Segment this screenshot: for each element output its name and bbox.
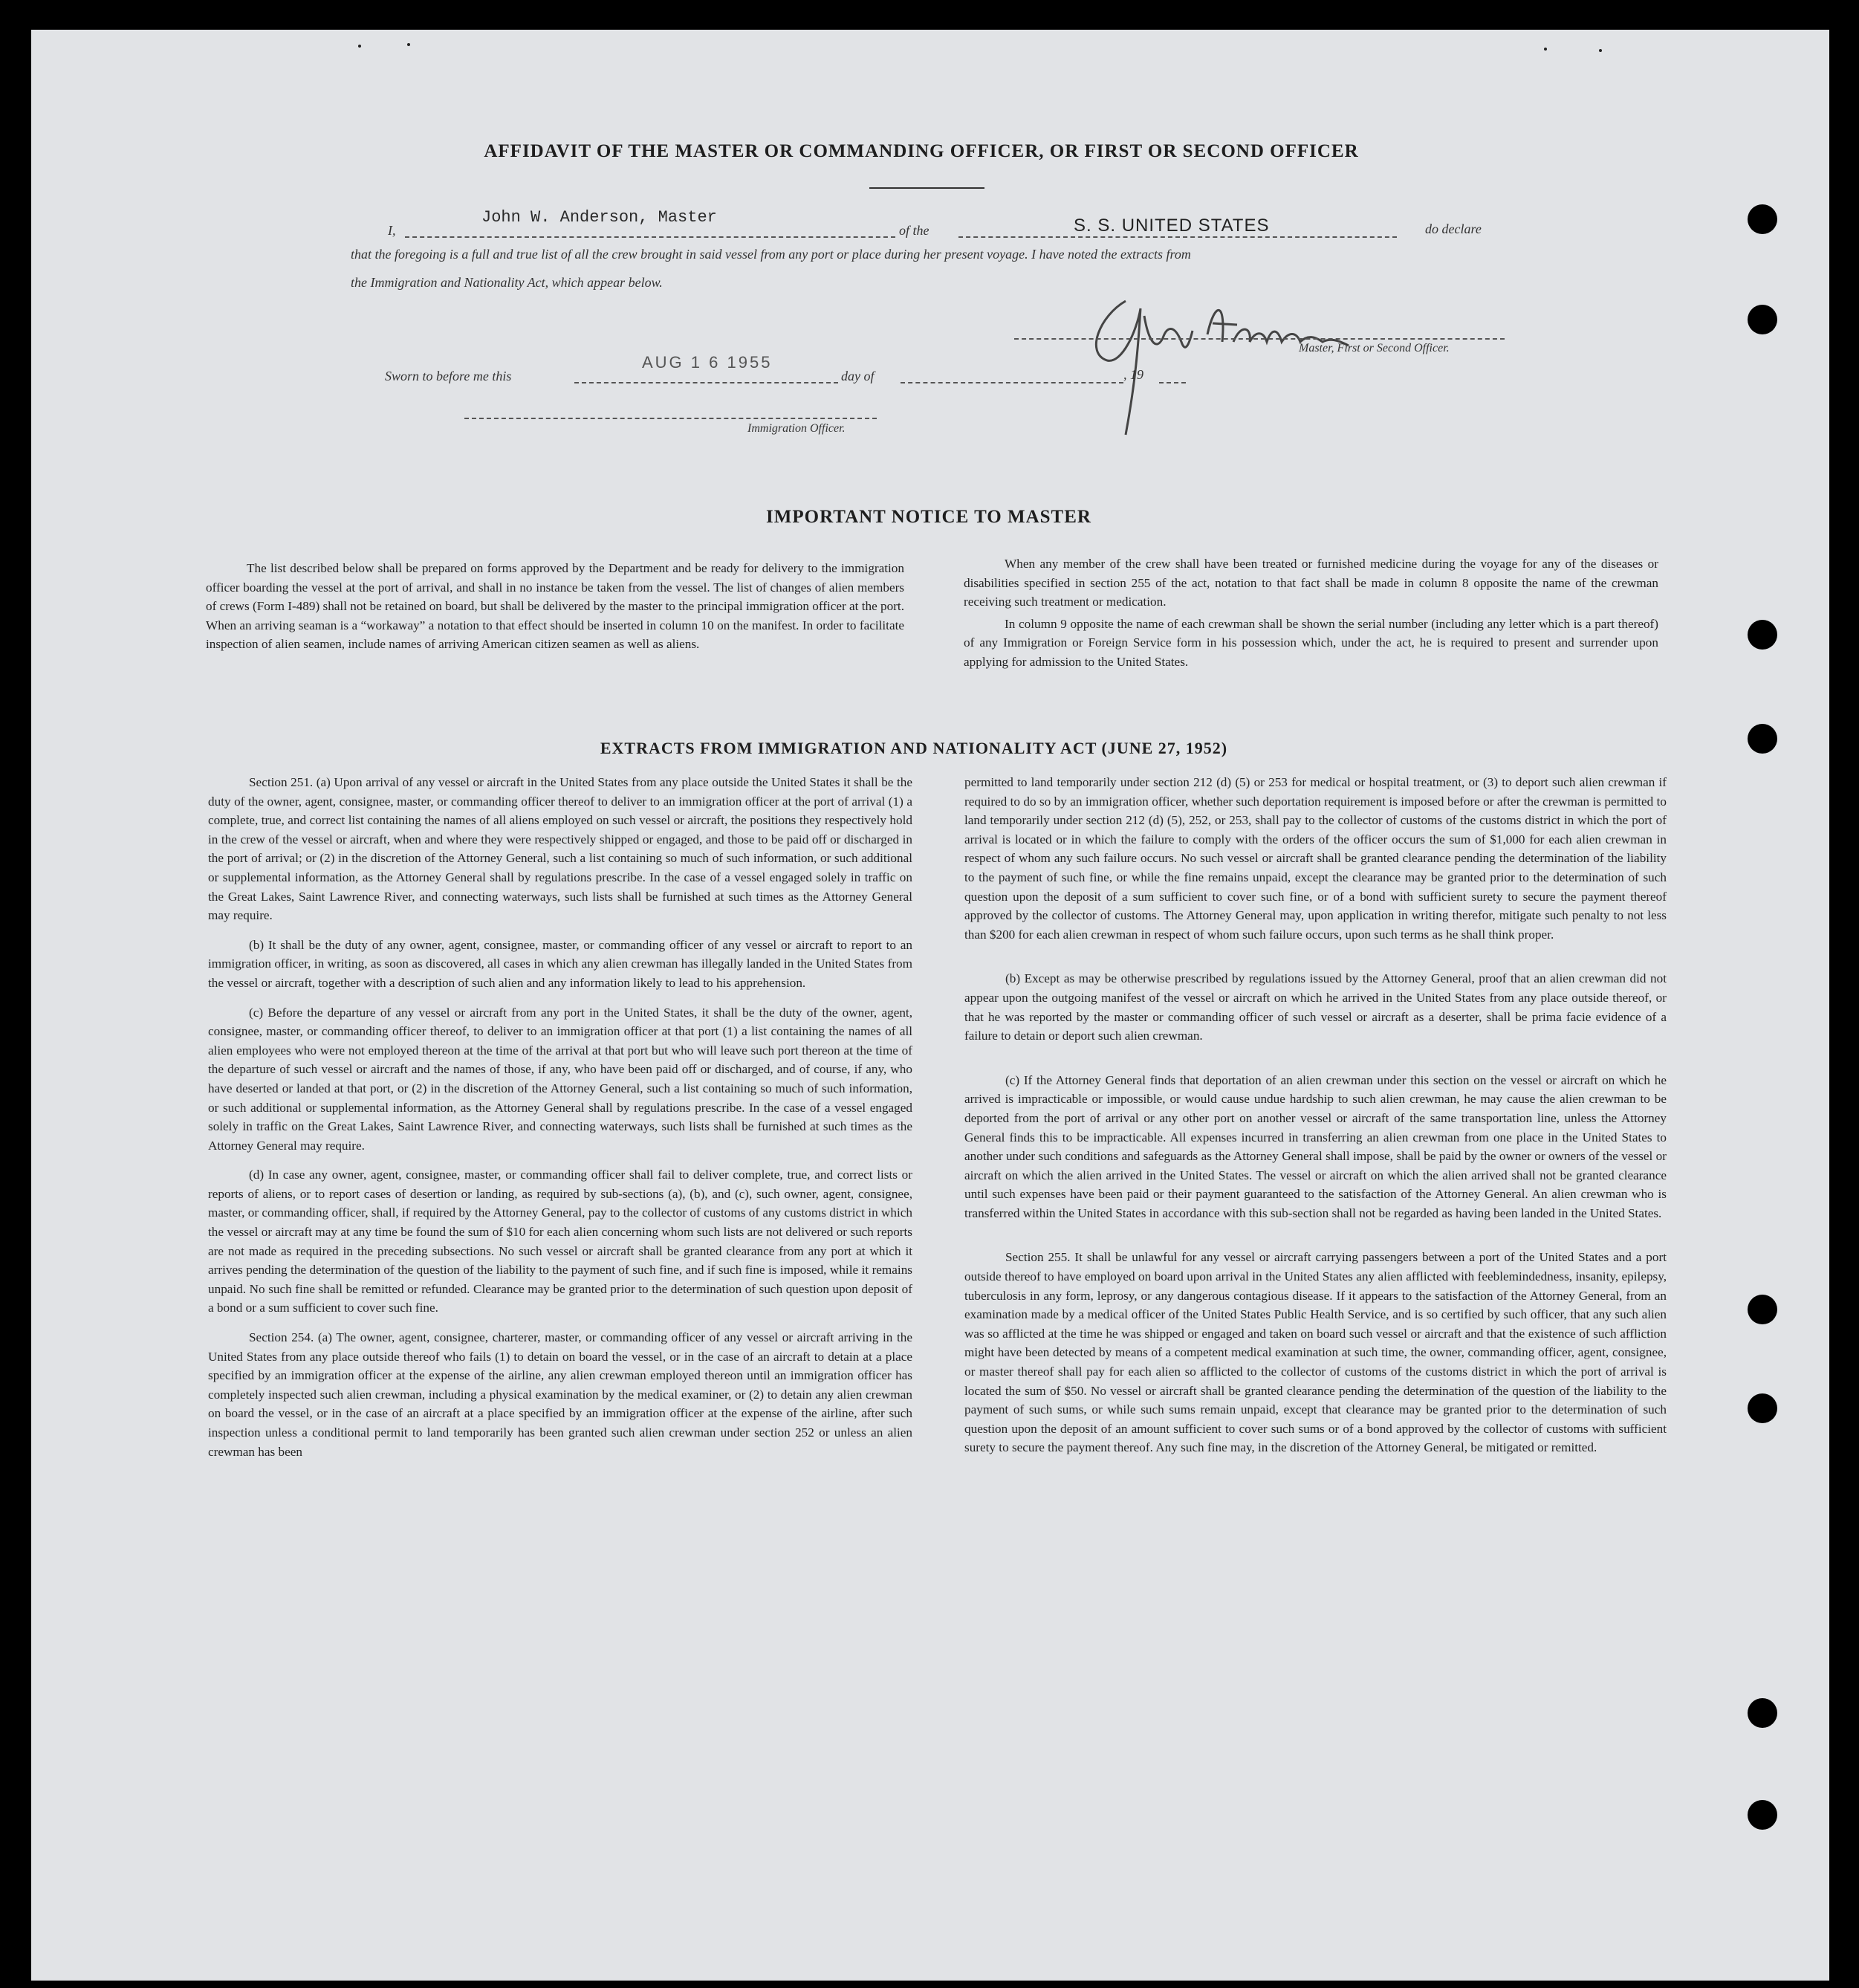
signature-caption: Master, First or Second Officer.	[1299, 342, 1450, 354]
extract-paragraph: (c) Before the departure of any vessel or aircraft from any port in the United States, it shall be the duty of the owner, agent, consignee, master, or commanding officer thereof, to deliver to an immigration officer at that port (1) a list containing the names of all alien employees who were not employed thereon at the time of the arrival at that port but who will leave such port thereon at the time of the departure of such vessel or aircraft and the names of those, if any, who have been paid off or discharged, and of course, if any, who have deserted or landed at that port, or (2) in the discretion of the Attorney General, such a list containing so much of such information, or such additional or supplemental information, as the Attorney General shall by regulations prescribe. In the case of a vessel engaged solely in traffic on the Great Lakes, Saint Lawrence River, and connecting waterways, such lists shall be furnished at such times as the Attorney General may require.	[208, 1005, 912, 1153]
binder-hole-icon	[1748, 724, 1777, 754]
speck	[1599, 49, 1602, 52]
extract-paragraph: (d) In case any owner, agent, consignee, master, or commanding officer shall fail to deliver complete, true, and correct lists or reports of aliens, or to report cases of desertion or landing, as required by sub-sections (a), (b), and (c), such owner, agent, consignee, master, or commanding officer, shall, if required by the Attorney General, pay to the collector of customs of any customs district in which the vessel or aircraft may at any time be found the sum of $10 for each alien concerning whom such lists are not delivered or such reports are not made as required in the preceding subsections. No such vessel or aircraft shall be granted clearance from any port at which it arrives pending the determination of the question of the liability to the payment of such fine, and if such fine is imposed, while it remains unpaid. No such fine shall be remitted or refunded. Clearance may be granted prior to the determination of such question upon deposit of a bond or a sum sufficient to cover such fine.	[208, 1168, 912, 1315]
extract-paragraph: Section 254. (a) The owner, agent, consignee, charterer, master, or commanding officer of any vessel or aircraft arriving in the United States from any place outside thereof who fails (1) to detain on board the vessel, or in the case of an aircraft to detain at a place specified by an immigration officer at the expense of the airline, any alien crewman employed thereon until an immigration officer has completely inspected such alien crewman, including a physical examination by the medical examiner, or (2) to detain any alien crewman on board the vessel, or in the case of an aircraft at a place specified by an immigration officer at the expense of the airline, after such inspection unless a conditional permit to land temporarily has been granted such alien crewman under section 252 or unless an alien crewman has been	[208, 1330, 912, 1459]
vessel-name-field: S. S. UNITED STATES	[1074, 216, 1270, 236]
officer-line	[464, 418, 877, 419]
sworn-day-line	[574, 382, 838, 383]
binder-hole-icon	[1748, 620, 1777, 650]
title-rule	[869, 187, 984, 189]
vessel-line	[958, 236, 1397, 238]
officer-caption: Immigration Officer.	[747, 422, 846, 435]
extract-paragraph: (b) It shall be the duty of any owner, agent, consignee, master, or commanding officer of any vessel or aircraft to report to an immigration officer, in writing, as soon as discovered, all cases in which any alien crewman has illegally landed in the United States from the vessel or aircraft, together with a description of such alien and any information likely to lead to his apprehension.	[208, 937, 912, 990]
master-name-field: John W. Anderson, Master	[481, 208, 717, 227]
do-declare-label: do declare	[1425, 221, 1482, 236]
extract-paragraph: Section 251. (a) Upon arrival of any vessel or aircraft in the United States from any place outside the United States it shall be the duty of the owner, agent, consignee, master, or commanding officer thereof to deliver to an immigration officer at the port of arrival (1) a complete, true, and correct list containing the names of all aliens employed on such vessel or aircraft, the positions they respectively hold in the crew of the vessel or aircraft, when and where they were respectively shipped or engaged, and those to be paid off or discharged in the port of arrival; or (2) in the discretion of the Attorney General, such a list containing so much of such information, or such additional or supplemental information, as the Attorney General shall by regulations prescribe. In the case of a vessel engaged solely in traffic on the Great Lakes, Saint Lawrence River, and connecting waterways, such lists shall be furnished at such times as the Attorney General may require.	[208, 775, 912, 923]
master-signature	[1055, 271, 1367, 442]
extract-paragraph: (b) Except as may be otherwise prescribed by regulations issued by the Attorney General, proof that an alien crewman did not appear upon the outgoing manifest of the vessel or aircraft on which he arrived in the United States from any place outside thereof, or that he was reported by the master or commanding officer of such vessel or aircraft as a deserter, shall be prima facie evidence of a failure to detain or deport such alien crewman.	[964, 971, 1667, 1043]
notice-paragraph: In column 9 opposite the name of each crewman shall be shown the serial number (including any letter which is a part thereof) of any Immigration or Foreign Service form in his possession which, under the act, he is required to present and surrender upon applying for admission to the United States.	[964, 616, 1658, 669]
declaration-line-2: the Immigration and Nationality Act, which appear below.	[351, 275, 663, 290]
notice-right-column	[964, 554, 1658, 675]
extracts-title: EXTRACTS FROM IMMIGRATION AND NATIONALITY ACT (JUNE 27, 1952)	[600, 739, 1228, 757]
notice-paragraph: When any member of the crew shall have been treated or furnished medicine during the voyage for any of the diseases or disabilities specified in section 255 of the act, notation to that fact shall be made in column 8 opposite the name of the crewman receiving such treatment or medication.	[964, 557, 1658, 609]
date-stamp: AUG 1 6 1955	[642, 353, 773, 372]
notice-paragraph: The list described below shall be prepared on forms approved by the Department and be ready for delivery to the immigration officer boarding the vessel at the port of arrival, and shall in no instance be taken from the vessel. The list of changes of alien members of crews (Form I-489) shall not be retained on board, but shall be delivered by the master to the principal immigration officer at the port. When an arriving seaman is a “workaway” a notation to that effect should be inserted in column 10 on the manifest. In order to facilitate inspection of alien seamen, include names of arriving American citizen seamen as well as aliens.	[206, 561, 904, 652]
i-label: I,	[388, 223, 396, 238]
sworn-label: Sworn to before me this	[385, 369, 512, 383]
year-label: , 19	[1123, 367, 1143, 382]
binder-hole-icon	[1748, 1800, 1777, 1830]
of-the-label: of the	[899, 223, 930, 238]
name-line	[405, 236, 895, 238]
extract-paragraph: (c) If the Attorney General finds that deportation of an alien crewman under this section on the vessel or aircraft on which he arrived is impracticable or impossible, or would cause undue hardship to such alien crewman, he may cause the alien crewman to be deported from the port of arrival or any other port on another vessel or aircraft of the same transportation line, unless the Attorney General finds this to be impracticable. All expenses incurred in transferring an alien crewman from one place in the United States to another under such conditions and safeguards as the Attorney General shall impose, shall be paid by the owner or owners of the vessel or aircraft on which the alien arrived in the United States. The vessel or aircraft on which the alien arrived shall not be granted clearance until such expenses have been paid or their payment guaranteed to the satisfaction of the Attorney General. An alien crewman who is transferred within the United States in accordance with this sub-section shall not be regarded as having been landed in the United States.	[964, 1072, 1667, 1220]
extracts-left-column	[208, 773, 912, 1471]
speck	[407, 43, 410, 46]
extract-paragraph: Section 255. It shall be unlawful for any vessel or aircraft carrying passengers between a port of the United States and a port outside thereof to have employed on board upon arrival in the United States any alien afflicted with feeblemindedness, insanity, epilepsy, tuberculosis in any form, leprosy, or any dangerous contagious disease. If it appears to the satisfaction of the Attorney General, from an examination made by a medical officer of the United States Public Health Service, and is so certified by such officer, that any such alien was so afflicted at the time he was shipped or engaged and taken on board such vessel or aircraft and that the existence of such affliction might have been detected by means of a competent medical examination at such time, the owner, commanding officer, agent, consignee, or master thereof shall pay for each alien so afflicted to the collector of customs of the customs district in which the port of arrival is located the sum of $50. No vessel or aircraft shall be granted clearance pending the determination of the question of the liability to the payment of such sums, or while such sums remain unpaid, except that clearance may be granted prior to the determination of such question upon the deposit of an amount sufficient to cover such sums or of a bond approved by the collector of customs with sufficient surety to secure the payment thereof. Any such fine may, in the discretion of the Attorney General, be mitigated or remitted.	[964, 1250, 1667, 1455]
sworn-month-line	[901, 382, 1123, 383]
affidavit-title: AFFIDAVIT OF THE MASTER OR COMMANDING OFFICER, OR FIRST OR SECOND OFFICER	[484, 141, 1359, 161]
binder-hole-icon	[1748, 1393, 1777, 1423]
extracts-right-column	[964, 773, 1667, 1468]
notice-title: IMPORTANT NOTICE TO MASTER	[766, 507, 1091, 527]
year-line	[1159, 382, 1186, 383]
extract-paragraph: permitted to land temporarily under section 212 (d) (5) or 253 for medical or hospital treatment, or (3) to deport such alien crewman if required to do so by an immigration officer, whether such deportation requirement is imposed before or after the crewman is permitted to land temporarily under section 212 (d) (5), 252, or 253, shall pay to the collector of customs of the customs district in which the port of arrival is located or in which the failure to comply with the orders of the officer occurs the sum of $1,000 for each alien crewman in respect of whom any such failure occurs. No such vessel or aircraft shall be granted clearance pending the determination of the liability to the payment of such fine, or while the fine remains unpaid, except the clearance may be granted prior to the determination of such question upon the deposit of a sum sufficient to cover such fine, or of a bond with sufficient surety to secure the payment thereof approved by the collector of customs. The Attorney General may, upon application in writing therefor, mitigate such penalty to not less than $200 for each alien crewman in respect of whom such failure occurs, upon such terms as he shall think proper.	[964, 775, 1667, 942]
signature-line	[1014, 338, 1505, 340]
declaration-line-1: that the foregoing is a full and true list of all the crew brought in said vessel from any port or place during her present voyage. I have noted the extracts from	[351, 247, 1191, 262]
binder-hole-icon	[1748, 1698, 1777, 1728]
binder-hole-icon	[1748, 1295, 1777, 1324]
day-of-label: day of	[841, 369, 875, 383]
binder-hole-icon	[1748, 305, 1777, 334]
speck	[1544, 48, 1547, 51]
binder-hole-icon	[1748, 204, 1777, 234]
speck	[358, 45, 361, 48]
notice-left-column	[206, 559, 904, 657]
